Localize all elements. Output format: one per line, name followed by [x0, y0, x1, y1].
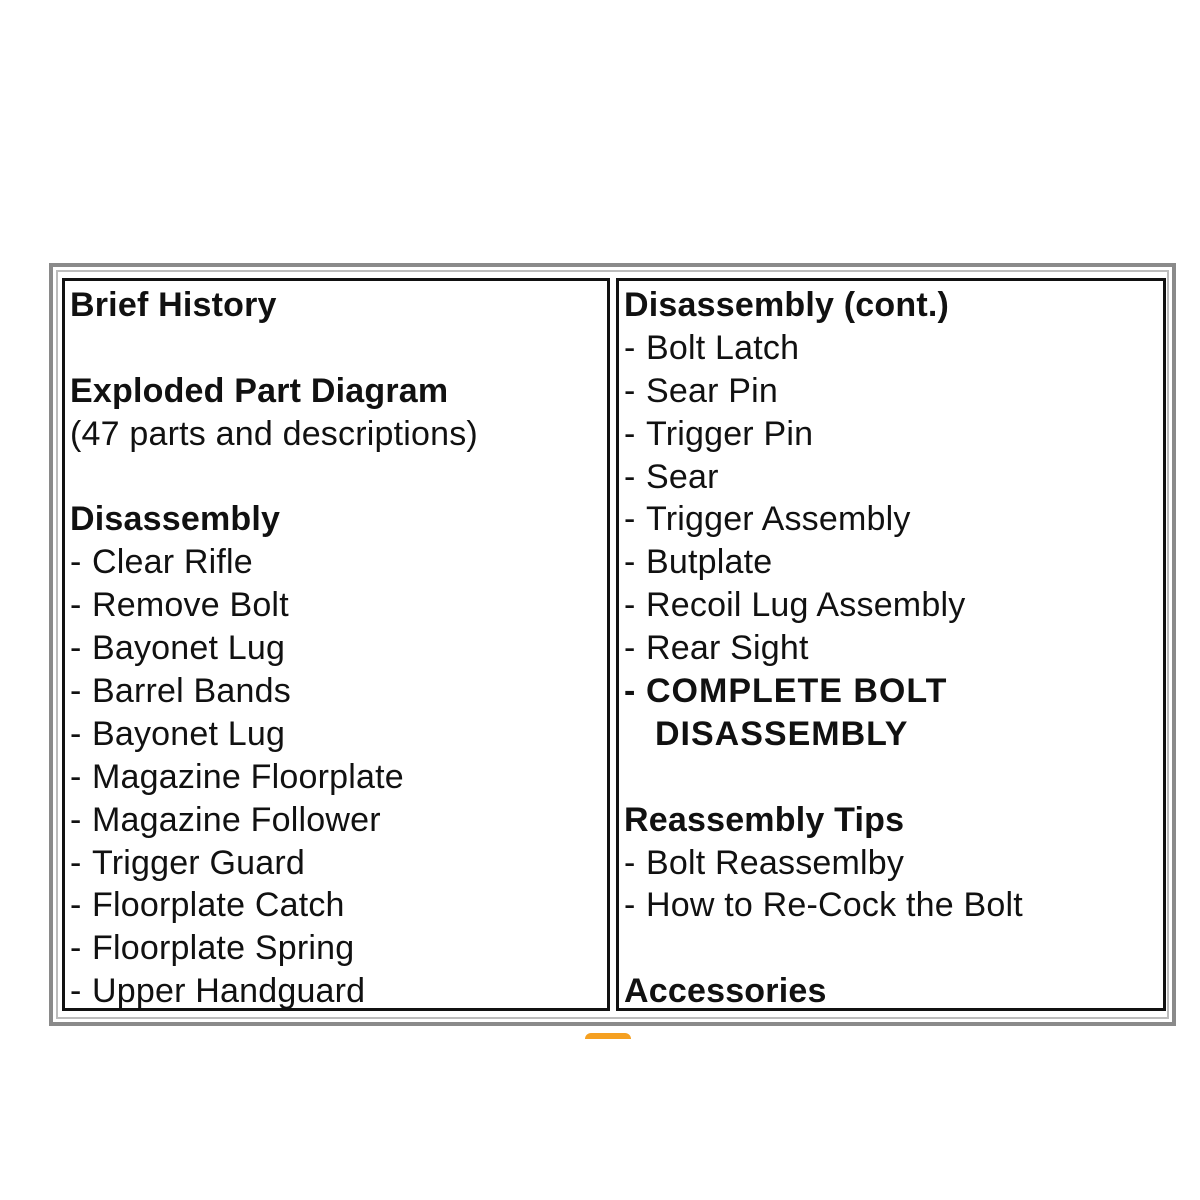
list-item[interactable]: [624, 584, 1159, 627]
list-item[interactable]: [624, 370, 1159, 413]
list-item-label: Floorplate Spring: [92, 929, 355, 968]
list-item-label: Floorplate Catch: [92, 886, 345, 925]
list-item-label: Sear: [646, 457, 719, 496]
dash-marker: -: [70, 672, 82, 711]
list-item-label: Bolt Latch: [646, 328, 800, 367]
dash-marker: -: [70, 757, 82, 796]
list-item[interactable]: [70, 627, 603, 670]
dash-marker: -: [624, 672, 637, 711]
list-item-label: Bayonet Lug: [92, 714, 286, 753]
list-item-label: Bolt Reassemlby: [646, 843, 905, 882]
dash-marker: -: [624, 414, 636, 453]
list-item-label: Trigger Assembly: [646, 500, 911, 539]
complete-bolt-disassembly-link[interactable]: [624, 670, 1159, 713]
dash-marker: -: [70, 972, 82, 1011]
list-item-label: Recoil Lug Assembly: [646, 586, 966, 625]
dash-marker: -: [624, 586, 636, 625]
list-item-label: Magazine Floorplate: [92, 757, 404, 796]
dash-marker: -: [70, 629, 82, 668]
list-item-label: Magazine Follower: [92, 800, 381, 839]
dash-marker: -: [70, 800, 82, 839]
list-item-label: COMPLETE BOLT: [646, 672, 948, 711]
list-item-label: Sear Pin: [646, 371, 779, 410]
dash-marker: -: [624, 543, 636, 582]
dash-marker: -: [70, 929, 82, 968]
list-item-label: Barrel Bands: [92, 672, 291, 711]
list-item[interactable]: [70, 713, 603, 756]
list-item[interactable]: [624, 627, 1159, 670]
list-item-label: Remove Bolt: [92, 586, 289, 625]
dash-marker: -: [624, 629, 636, 668]
list-item[interactable]: [70, 927, 603, 970]
dash-marker: -: [624, 457, 636, 496]
dash-marker: -: [624, 886, 636, 925]
dash-marker: -: [70, 586, 82, 625]
disassembly-cont-heading[interactable]: Disassembly (cont.): [624, 286, 950, 324]
list-item[interactable]: [624, 498, 1159, 541]
list-item[interactable]: [70, 670, 603, 713]
list-item[interactable]: [624, 327, 1159, 370]
disassembly-heading[interactable]: Disassembly: [70, 500, 281, 539]
exploded-diagram-note: (47 parts and descriptions): [70, 414, 478, 453]
list-item[interactable]: [70, 884, 603, 927]
list-item[interactable]: [70, 799, 603, 842]
toc-right-column: [616, 278, 1166, 1011]
list-item-label: Bayonet Lug: [92, 629, 286, 668]
complete-bolt-disassembly-continuation[interactable]: DISASSEMBLY: [655, 714, 909, 753]
list-item-label: How to Re-Cock the Bolt: [646, 886, 1023, 925]
list-item-label: Rear Sight: [646, 629, 809, 668]
list-item-label: Trigger Guard: [92, 843, 305, 882]
list-item[interactable]: [70, 584, 603, 627]
brief-history-link[interactable]: Brief History: [70, 286, 277, 324]
list-item[interactable]: [624, 541, 1159, 584]
list-item-label: Butplate: [646, 543, 773, 582]
list-item[interactable]: [624, 842, 1159, 885]
list-item[interactable]: [70, 842, 603, 885]
list-item[interactable]: [624, 413, 1159, 456]
list-item-label: Clear Rifle: [92, 543, 253, 582]
dash-marker: -: [624, 500, 636, 539]
spacer: [624, 756, 1159, 799]
list-item[interactable]: [70, 541, 603, 584]
list-item[interactable]: [70, 970, 603, 1013]
list-item[interactable]: [70, 756, 603, 799]
list-item[interactable]: [624, 456, 1159, 499]
list-item-label: Trigger Pin: [646, 414, 814, 453]
dash-marker: -: [624, 843, 636, 882]
spacer: [70, 327, 603, 370]
list-item[interactable]: [624, 884, 1159, 927]
list-item-label: Upper Handguard: [92, 972, 366, 1011]
dash-marker: -: [70, 843, 82, 882]
dash-marker: -: [624, 328, 636, 367]
reassembly-tips-heading[interactable]: Reassembly Tips: [624, 800, 905, 839]
orange-accent-shape: [585, 1033, 631, 1039]
dash-marker: -: [70, 714, 82, 753]
dash-marker: -: [70, 886, 82, 925]
dash-marker: -: [70, 543, 82, 582]
spacer: [70, 456, 603, 499]
toc-left-column: [62, 278, 610, 1011]
accessories-heading[interactable]: Accessories: [624, 972, 827, 1011]
exploded-part-diagram-link[interactable]: Exploded Part Diagram: [70, 371, 449, 410]
spacer: [624, 927, 1159, 970]
table-of-contents: [49, 263, 1176, 1026]
dash-marker: -: [624, 371, 636, 410]
